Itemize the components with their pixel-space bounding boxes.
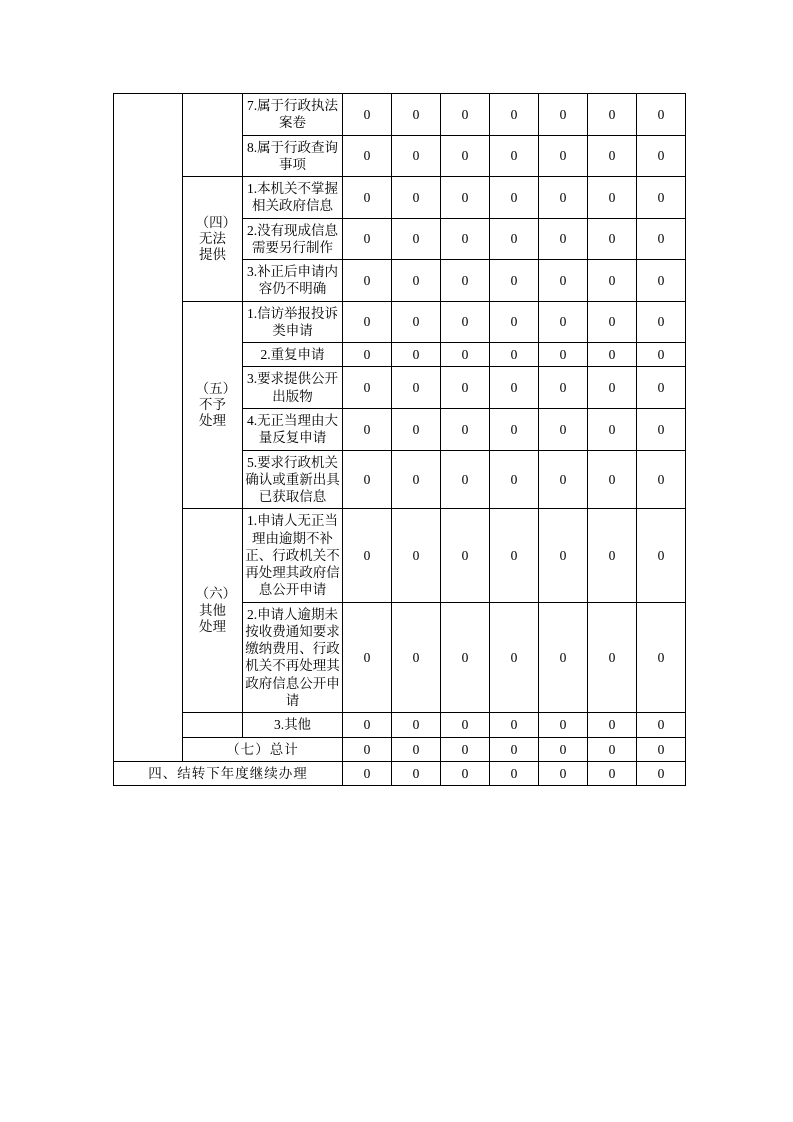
cell-value: 0: [539, 301, 588, 343]
row-item-label: 3.补正后申请内容仍不明确: [243, 260, 343, 302]
cell-value: 0: [490, 602, 539, 713]
cell-value: 0: [441, 602, 490, 713]
row-item-label: 5.要求行政机关确认或重新出具已获取信息: [243, 450, 343, 509]
cell-value: 0: [588, 737, 637, 761]
cell-value: 0: [343, 343, 392, 367]
row-item-label: 1.本机关不掌握相关政府信息: [243, 177, 343, 219]
row-category-text: （四）无法提供: [195, 214, 230, 262]
cell-value: 0: [343, 301, 392, 343]
cell-value: 0: [392, 343, 441, 367]
row-item-label: 1.信访举报投诉类申请: [243, 301, 343, 343]
cell-value: 0: [539, 737, 588, 761]
cell-value: 0: [637, 737, 686, 761]
row-item-label: 1.申请人无正当理由逾期不补正、行政机关不再处理其政府信息公开申请: [243, 509, 343, 602]
cell-value: 0: [539, 135, 588, 177]
cell-value: 0: [343, 367, 392, 409]
cell-value: 0: [539, 408, 588, 450]
cell-value: 0: [588, 218, 637, 260]
cell-value: 0: [392, 713, 441, 737]
cell-value: 0: [637, 408, 686, 450]
cell-value: 0: [490, 450, 539, 509]
cell-value: 0: [637, 260, 686, 302]
cell-value: 0: [637, 301, 686, 343]
cell-value: 0: [588, 367, 637, 409]
cell-value: 0: [392, 509, 441, 602]
cell-value: 0: [343, 218, 392, 260]
cell-value: 0: [539, 343, 588, 367]
cell-value: 0: [539, 509, 588, 602]
cell-value: 0: [490, 343, 539, 367]
row-category-text: （五）不予处理: [195, 380, 230, 429]
table-row: [114, 301, 686, 343]
cell-value: 0: [441, 218, 490, 260]
cell-value: 0: [490, 509, 539, 602]
cell-value: 0: [539, 761, 588, 785]
cell-value: 0: [392, 408, 441, 450]
cell-value: 0: [490, 761, 539, 785]
cell-value: 0: [637, 509, 686, 602]
cell-value: 0: [392, 260, 441, 302]
government-information-disclosure-table: [113, 93, 686, 786]
table-row: [114, 509, 686, 602]
cell-value: 0: [637, 602, 686, 713]
cell-value: 0: [588, 177, 637, 219]
cell-value: 0: [343, 94, 392, 136]
cell-value: 0: [539, 367, 588, 409]
row-item-label: 2.重复申请: [243, 343, 343, 367]
table-row: [114, 177, 686, 219]
row-label-blank-left: [114, 94, 183, 762]
cell-value: 0: [392, 94, 441, 136]
cell-value: 0: [637, 450, 686, 509]
cell-value: 0: [441, 509, 490, 602]
cell-value: 0: [441, 450, 490, 509]
cell-value: 0: [441, 408, 490, 450]
cell-value: 0: [392, 301, 441, 343]
table-row-carryover: [114, 761, 686, 785]
cell-value: 0: [392, 218, 441, 260]
cell-value: 0: [343, 135, 392, 177]
cell-value: 0: [343, 602, 392, 713]
row-category-label: [183, 509, 243, 713]
cell-value: 0: [343, 713, 392, 737]
table-row-total: [114, 737, 686, 761]
cell-value: 0: [343, 260, 392, 302]
cell-value: 0: [441, 761, 490, 785]
cell-value: 0: [343, 177, 392, 219]
cell-value: 0: [490, 260, 539, 302]
cell-value: 0: [441, 301, 490, 343]
cell-value: 0: [441, 260, 490, 302]
cell-value: 0: [588, 135, 637, 177]
table-container: [113, 93, 681, 786]
cell-value: 0: [539, 260, 588, 302]
cell-value: 0: [637, 367, 686, 409]
cell-value: 0: [343, 509, 392, 602]
row-item-label: 3.其他: [243, 713, 343, 737]
cell-value: 0: [490, 218, 539, 260]
cell-value: 0: [490, 713, 539, 737]
cell-value: 0: [637, 94, 686, 136]
cell-value: 0: [539, 450, 588, 509]
row-category-blank: [183, 713, 243, 737]
cell-value: 0: [637, 135, 686, 177]
cell-value: 0: [441, 135, 490, 177]
cell-value: 0: [539, 94, 588, 136]
cell-value: 0: [490, 135, 539, 177]
cell-value: 0: [441, 737, 490, 761]
cell-value: 0: [588, 343, 637, 367]
cell-value: 0: [539, 177, 588, 219]
row-item-label: 7.属于行政执法案卷: [243, 94, 343, 136]
cell-value: 0: [637, 218, 686, 260]
row-item-label: 2.没有现成信息需要另行制作: [243, 218, 343, 260]
cell-value: 0: [392, 761, 441, 785]
table-row: [114, 713, 686, 737]
cell-value: 0: [588, 301, 637, 343]
cell-value: 0: [392, 450, 441, 509]
cell-value: 0: [343, 408, 392, 450]
cell-value: 0: [588, 260, 637, 302]
cell-value: 0: [343, 737, 392, 761]
cell-value: 0: [441, 713, 490, 737]
cell-value: 0: [588, 509, 637, 602]
cell-value: 0: [392, 737, 441, 761]
cell-value: 0: [490, 301, 539, 343]
cell-value: 0: [441, 343, 490, 367]
row-category-label: [183, 301, 243, 509]
cell-value: 0: [637, 713, 686, 737]
cell-value: 0: [588, 713, 637, 737]
row-category-blank: [183, 94, 243, 177]
row-item-label: 8.属于行政查询事项: [243, 135, 343, 177]
cell-value: 0: [343, 761, 392, 785]
cell-value: 0: [441, 177, 490, 219]
cell-value: 0: [490, 408, 539, 450]
cell-value: 0: [588, 408, 637, 450]
cell-value: 0: [441, 367, 490, 409]
table-row: [114, 94, 686, 136]
cell-value: 0: [343, 450, 392, 509]
cell-value: 0: [588, 602, 637, 713]
row-item-label: 2.申请人逾期未按收费通知要求缴纳费用、行政机关不再处理其政府信息公开申请: [243, 602, 343, 713]
cell-value: 0: [588, 450, 637, 509]
cell-value: 0: [490, 177, 539, 219]
cell-value: 0: [490, 737, 539, 761]
cell-value: 0: [441, 94, 490, 136]
cell-value: 0: [588, 94, 637, 136]
row-carryover-label: 四、结转下年度继续办理: [114, 761, 343, 785]
cell-value: 0: [392, 367, 441, 409]
cell-value: 0: [539, 218, 588, 260]
row-category-label: [183, 177, 243, 302]
row-item-label: 3.要求提供公开出版物: [243, 367, 343, 409]
cell-value: 0: [637, 343, 686, 367]
cell-value: 0: [490, 367, 539, 409]
row-item-label: 4.无正当理由大量反复申请: [243, 408, 343, 450]
cell-value: 0: [539, 713, 588, 737]
cell-value: 0: [539, 602, 588, 713]
cell-value: 0: [392, 177, 441, 219]
row-category-text: （六）其他处理: [195, 586, 230, 634]
cell-value: 0: [588, 761, 637, 785]
row-total-label: （七）总计: [183, 737, 343, 761]
cell-value: 0: [490, 94, 539, 136]
cell-value: 0: [637, 761, 686, 785]
table-body: [114, 94, 686, 786]
cell-value: 0: [637, 177, 686, 219]
cell-value: 0: [392, 602, 441, 713]
cell-value: 0: [392, 135, 441, 177]
